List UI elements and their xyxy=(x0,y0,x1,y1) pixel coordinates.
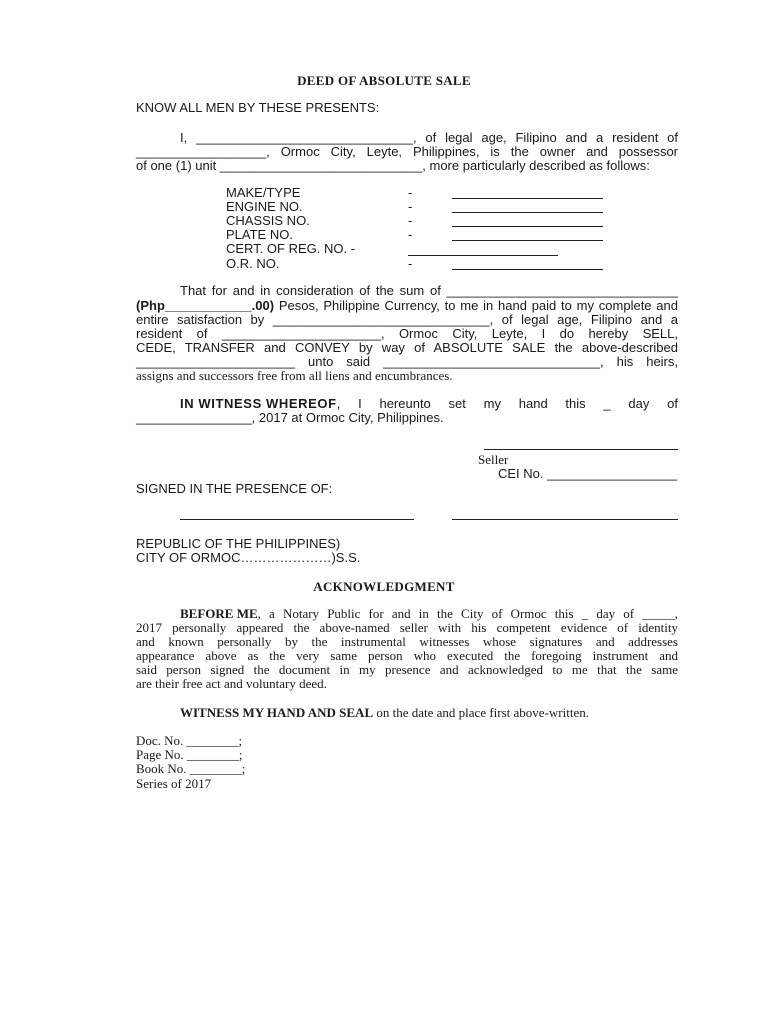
ack-line-2: 2017 personally appeared the above-named seller with his competent evidence of identity xyxy=(136,620,678,635)
ack-line-6: are their free act and voluntary deed. xyxy=(136,676,327,691)
ack-line-3: and known personally by the instrumental witnesses whose signatures and addresses xyxy=(136,634,678,649)
p2-line-6: ______________________ unto said ______________________________, his heirs, xyxy=(136,354,678,369)
p1-line-3: of one (1) unit ____________________________, more particularly described as follows: xyxy=(136,158,650,173)
chassis-no-field[interactable] xyxy=(452,226,603,227)
seller-signature-line[interactable] xyxy=(484,449,678,450)
engine-no-field[interactable] xyxy=(452,212,603,213)
p1-line-1: I, ______________________________, of legal age, Filipino and a resident of xyxy=(180,130,678,145)
cert-reg-no-field[interactable] xyxy=(408,255,558,256)
engine-dash: - xyxy=(408,199,413,214)
plate-no-label: PLATE NO. xyxy=(226,227,293,242)
witness-line-2: ________________, 2017 at Ormoc City, Philippines. xyxy=(136,410,444,425)
plate-dash: - xyxy=(408,227,413,242)
witness-signature-line-2[interactable] xyxy=(452,519,678,520)
republic-line: REPUBLIC OF THE PHILIPPINES) xyxy=(136,536,341,551)
p2-line-3: entire satisfaction by ______________________________, of legal age, Filipino and a xyxy=(136,312,678,327)
seller-label: Seller xyxy=(478,452,509,467)
page-no: Page No. ________; xyxy=(136,747,243,762)
hand-seal-bold: WITNESS MY HAND AND SEAL xyxy=(180,705,374,720)
p2-line-2-text: Pesos, Philippine Currency, to me in hand paid to my complete and xyxy=(274,298,678,313)
chassis-dash: - xyxy=(408,213,413,228)
hand-seal-line xyxy=(180,705,589,721)
witness-signature-line-1[interactable] xyxy=(180,519,414,520)
series-year: Series of 2017 xyxy=(136,776,212,791)
make-dash: - xyxy=(408,185,413,200)
or-dash: - xyxy=(408,256,413,271)
php-amount: (Php____________.00) xyxy=(136,298,275,313)
engine-no-label: ENGINE NO. xyxy=(226,199,303,214)
acknowledgment-title: ACKNOWLEDGMENT xyxy=(313,579,455,594)
make-type-field[interactable] xyxy=(452,198,603,199)
p2-line-1: That for and in consideration of the sum of ________________________________ xyxy=(180,283,678,298)
ack-line-5: said person signed the document in my presence and acknowledged to me that the same xyxy=(136,662,678,677)
chassis-no-label: CHASSIS NO. xyxy=(226,213,310,228)
p1-line-2: __________________, Ormoc City, Leyte, Philippines, is the owner and possessor xyxy=(136,144,678,159)
plate-no-field[interactable] xyxy=(452,240,603,241)
intro-line: KNOW ALL MEN BY THESE PRESENTS: xyxy=(136,100,380,115)
city-line: CITY OF ORMOC…………………)S.S. xyxy=(136,550,361,565)
signed-presence-heading: SIGNED IN THE PRESENCE OF: xyxy=(136,481,333,496)
ack-line-1-text: , a Notary Public for and in the City of Ormoc this _ day of _____, xyxy=(257,606,678,621)
before-me-bold: BEFORE ME xyxy=(180,606,258,621)
p2-line-2 xyxy=(136,298,678,313)
or-no-label: O.R. NO. xyxy=(226,256,280,271)
make-type-label: MAKE/TYPE xyxy=(226,185,301,200)
book-no: Book No. ________; xyxy=(136,761,246,776)
p2-line-5: CEDE, TRANSFER and CONVEY by way of ABSOLUTE SALE the above-described xyxy=(136,340,678,355)
p2-line-7: assigns and successors free from all liens and encumbrances. xyxy=(136,368,453,383)
witness-line-1-text: , I hereunto set my hand this _ day of xyxy=(336,396,678,411)
witness-line-1 xyxy=(180,396,678,411)
doc-no: Doc. No. ________; xyxy=(136,733,243,748)
ack-line-4: appearance above as the very same person who executed the foregoing instrument and xyxy=(136,648,678,663)
hand-seal-text: on the date and place first above-written. xyxy=(373,705,589,720)
p2-line-4: resident of ______________________, Ormoc City, Leyte, I do hereby SELL, xyxy=(136,326,678,341)
document-title: DEED OF ABSOLUTE SALE xyxy=(297,73,471,88)
witness-whereof-bold: IN WITNESS WHEREOF xyxy=(180,396,337,411)
cert-reg-no-label: CERT. OF REG. NO. - xyxy=(226,241,356,256)
or-no-field[interactable] xyxy=(452,269,603,270)
seller-cei-no: CEI No. __________________ xyxy=(498,466,678,481)
